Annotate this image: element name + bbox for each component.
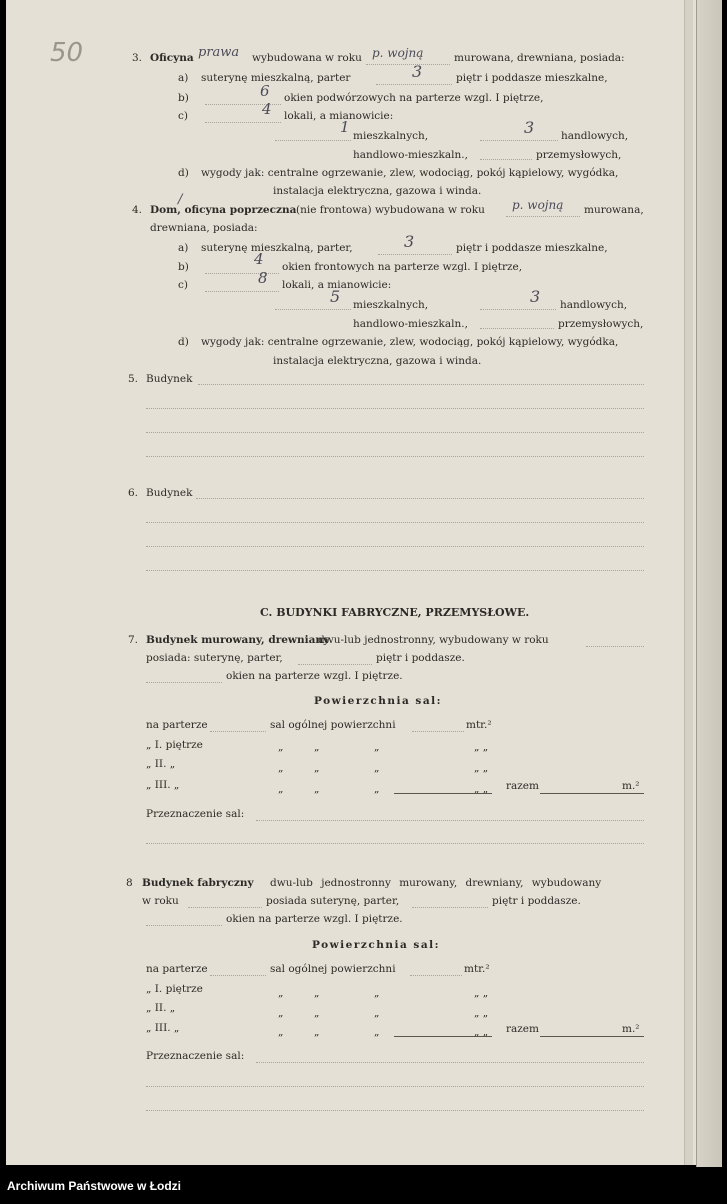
s8-parter-line	[412, 907, 488, 908]
s6-number: 6.	[128, 487, 139, 499]
s3-przem: przemysłowych,	[536, 149, 622, 161]
s7-m2: m.²	[622, 780, 640, 792]
s8-line2c: piętr i poddasze.	[492, 895, 581, 907]
s7-r3-d2: „	[314, 762, 320, 774]
s3-c-text: lokali, a mianowicie:	[284, 110, 394, 122]
s5-line-2	[146, 408, 644, 409]
s8-r2-d1: „	[278, 987, 284, 999]
s3-a-text2: piętr i poddasze mieszkalne,	[456, 72, 608, 84]
s4-c-handwritten: 8	[258, 269, 268, 287]
s4-title: Dom, oficyna poprzeczna	[150, 204, 297, 216]
s4-d-text2: instalacja elektryczna, gazowa i winda.	[273, 355, 482, 367]
s8-r4-d2: „	[314, 1026, 320, 1038]
s7-r3-d4: „ „	[474, 762, 489, 774]
s7-line3: okien na parterze wzgl. I piętrze.	[226, 670, 403, 682]
s7-r2a: „ I. piętrze	[146, 739, 203, 751]
s4-handlowo-line	[480, 328, 554, 329]
s7-r4a: „ III. „	[146, 779, 180, 791]
s7-r4-d3: „	[374, 783, 380, 795]
s8-r4-d4: „ „	[474, 1026, 489, 1038]
s3-title: Oficyna	[150, 52, 194, 64]
s7-heading: Powierzchnia sal:	[314, 695, 443, 707]
s4-handl-handwritten: 3	[530, 287, 541, 306]
s7-title: Budynek murowany, drewniany	[146, 634, 330, 646]
s8-number: 8	[126, 877, 133, 889]
s4-handlowo: handlowo-mieszkaln.,	[353, 318, 468, 330]
s4-handl: handlowych,	[560, 299, 628, 311]
s3-a-label: a)	[178, 72, 189, 84]
s3-handlowo-line	[480, 159, 532, 160]
s3-year-line	[366, 64, 450, 65]
s3-a-text: suterynę mieszkalną, parter	[201, 72, 351, 84]
s4-c-text: lokali, a mianowicie:	[282, 279, 392, 291]
binder-strip	[696, 0, 722, 1167]
s3-c-handwritten: 4	[262, 100, 272, 118]
s8-r2-d4: „ „	[474, 987, 489, 999]
s7-r1-line	[210, 731, 266, 732]
s4-d-label: d)	[178, 336, 189, 348]
s8-przezn-line-3	[146, 1110, 644, 1111]
s8-r4-d1: „	[278, 1026, 284, 1038]
s8-line2a: w roku	[142, 895, 179, 907]
s5-line-4	[146, 456, 644, 457]
s5-number: 5.	[128, 373, 139, 385]
s4-b-label: b)	[178, 261, 189, 273]
s8-razem-line	[540, 1036, 644, 1037]
s7-r2-d1: „	[278, 741, 284, 753]
s4-a-text2: piętr i poddasze mieszkalne,	[456, 242, 608, 254]
s4-b-line	[205, 273, 279, 274]
s7-r3a: „ II. „	[146, 758, 176, 770]
s7-przeznaczenie: Przeznaczenie sal:	[146, 808, 245, 820]
s4-a-label: a)	[178, 242, 189, 254]
s6-label: Budynek	[146, 487, 193, 499]
s4-a-line	[378, 254, 452, 255]
s3-handl: handlowych,	[561, 130, 629, 142]
s8-title: Budynek fabryczny	[142, 877, 254, 889]
s7-line1: dwu-lub jednostronny, wybudowany w roku	[318, 634, 549, 646]
section-c-heading: C. BUDYNKI FABRYCZNE, PRZEMYSŁOWE.	[260, 606, 530, 619]
pencil-page-number: 50	[50, 38, 84, 68]
s3-handwritten-year: p. wojną	[372, 46, 424, 60]
s8-r1-line2	[410, 975, 462, 976]
s3-b-text: okien podwórzowych na parterze wzgl. I piętrze,	[284, 92, 544, 104]
s4-material: murowana,	[584, 204, 644, 216]
s7-r4-d4: „ „	[474, 783, 489, 795]
s8-r4a: „ III. „	[146, 1022, 180, 1034]
s4-a-text: suterynę mieszkalną, parter,	[201, 242, 353, 254]
s5-line-3	[146, 432, 644, 433]
s8-line2b: posiada suterynę, parter,	[266, 895, 400, 907]
s4-line2: drewniana, posiada:	[150, 222, 258, 234]
s7-parter-line	[298, 664, 372, 665]
s8-r3-d2: „	[314, 1007, 320, 1019]
s7-year-line	[586, 646, 644, 647]
s7-przezn-line-1	[256, 820, 644, 821]
s8-r1c: mtr.²	[464, 963, 490, 975]
s7-razem: razem	[506, 780, 539, 792]
s3-d-text2: instalacja elektryczna, gazowa i winda.	[273, 185, 482, 197]
s3-b-label: b)	[178, 92, 189, 104]
s7-r3-d1: „	[278, 762, 284, 774]
s8-r4-d3: „	[374, 1026, 380, 1038]
s3-handwritten-type: prawa	[198, 45, 240, 60]
s3-handlowo: handlowo-mieszkaln.,	[353, 149, 468, 161]
page-edge	[684, 0, 693, 1165]
s3-c-label: c)	[178, 110, 188, 122]
s4-handwritten-mark: /	[178, 192, 183, 207]
s7-line2a: posiada: suterynę, parter,	[146, 652, 283, 664]
s8-year-line	[188, 907, 262, 908]
s7-przezn-line-2	[146, 843, 644, 844]
s7-sum-line	[394, 793, 492, 794]
s4-mieszk: mieszkalnych,	[353, 299, 429, 311]
s4-year-line	[506, 216, 580, 217]
s8-przezn-line-1	[256, 1062, 644, 1063]
s3-number: 3.	[132, 52, 143, 64]
s3-handl-handwritten: 3	[524, 118, 535, 137]
s8-r2-d2: „	[314, 987, 320, 999]
s7-r3-d3: „	[374, 762, 380, 774]
s3-a-handwritten: 3	[412, 62, 423, 81]
s6-line-3	[146, 546, 644, 547]
s8-r2a: „ I. piętrze	[146, 983, 203, 995]
s8-sum-line	[394, 1036, 492, 1037]
s8-r3-d3: „	[374, 1007, 380, 1019]
s3-c-line	[205, 122, 281, 123]
s4-b-handwritten: 4	[254, 250, 264, 268]
s3-a-line	[376, 84, 452, 85]
s8-r1-line	[210, 975, 266, 976]
s4-built-label: (nie frontowa) wybudowana w roku	[296, 204, 485, 216]
s7-line2b: piętr i poddasze.	[376, 652, 465, 664]
s3-handl-line	[480, 140, 558, 141]
s7-r1c: mtr.²	[466, 719, 492, 731]
archive-name: Archiwum Państwowe w Łodzi	[7, 1179, 182, 1193]
s8-r3a: „ II. „	[146, 1002, 176, 1014]
s7-r1b: sal ogólnej powierzchni	[270, 719, 396, 731]
s3-mieszk-handwritten: 1	[340, 118, 350, 136]
s8-przezn-line-2	[146, 1086, 644, 1087]
s8-m2: m.²	[622, 1023, 640, 1035]
s8-przeznaczenie: Przeznaczenie sal:	[146, 1050, 245, 1062]
s5-label: Budynek	[146, 373, 193, 385]
s8-r1a: na parterze	[146, 963, 208, 975]
s4-b-text: okien frontowych na parterze wzgl. I piętrze,	[282, 261, 523, 273]
s4-d-text: wygody jak: centralne ogrzewanie, zlew, wodociąg, pokój kąpielowy, wygódka,	[201, 336, 619, 348]
s3-material: murowana, drewniana, posiada:	[454, 52, 625, 64]
s4-mieszk-line	[275, 309, 351, 310]
s3-d-text: wygody jak: centralne ogrzewanie, zlew, wodociąg, pokój kąpielowy, wygódka,	[201, 167, 619, 179]
s4-a-handwritten: 3	[404, 232, 415, 251]
s3-mieszk-line	[275, 140, 351, 141]
s5-line-1	[198, 384, 644, 385]
s8-line1: dwu-lub jednostronny murowany, drewniany, wybudowany	[270, 877, 602, 889]
s7-r4-d1: „	[278, 783, 284, 795]
s8-heading: Powierzchnia sal:	[312, 939, 441, 951]
s6-line-2	[146, 522, 644, 523]
s6-line-4	[146, 570, 644, 571]
s8-r2-d3: „	[374, 987, 380, 999]
s4-handl-line	[480, 309, 556, 310]
s7-r2-d3: „	[374, 741, 380, 753]
s8-r1b: sal ogólnej powierzchni	[270, 963, 396, 975]
s8-line3: okien na parterze wzgl. I piętrze.	[226, 913, 403, 925]
s6-line-1	[196, 498, 644, 499]
s8-r3-d4: „ „	[474, 1007, 489, 1019]
s7-r1a: na parterze	[146, 719, 208, 731]
s3-built-label: wybudowana w roku	[252, 52, 362, 64]
s4-przem: przemysłowych,	[558, 318, 644, 330]
s7-okien-line	[146, 682, 222, 683]
s4-mieszk-handwritten: 5	[330, 287, 341, 306]
s4-c-label: c)	[178, 279, 188, 291]
s7-r2-d4: „ „	[474, 741, 489, 753]
s7-razem-line	[540, 793, 644, 794]
s4-c-line	[205, 291, 279, 292]
s8-razem: razem	[506, 1023, 539, 1035]
s3-d-label: d)	[178, 167, 189, 179]
s8-r3-d1: „	[278, 1007, 284, 1019]
s4-handwritten-year: p. wojną	[512, 198, 564, 212]
s8-okien-line	[146, 925, 222, 926]
s3-b-handwritten: 6	[260, 82, 270, 100]
s3-mieszk: mieszkalnych,	[353, 130, 429, 142]
s7-number: 7.	[128, 634, 139, 646]
s7-r1-line2	[412, 731, 464, 732]
archive-footer	[0, 1167, 727, 1204]
s4-number: 4.	[132, 204, 143, 216]
s7-r2-d2: „	[314, 741, 320, 753]
s7-r4-d2: „	[314, 783, 320, 795]
